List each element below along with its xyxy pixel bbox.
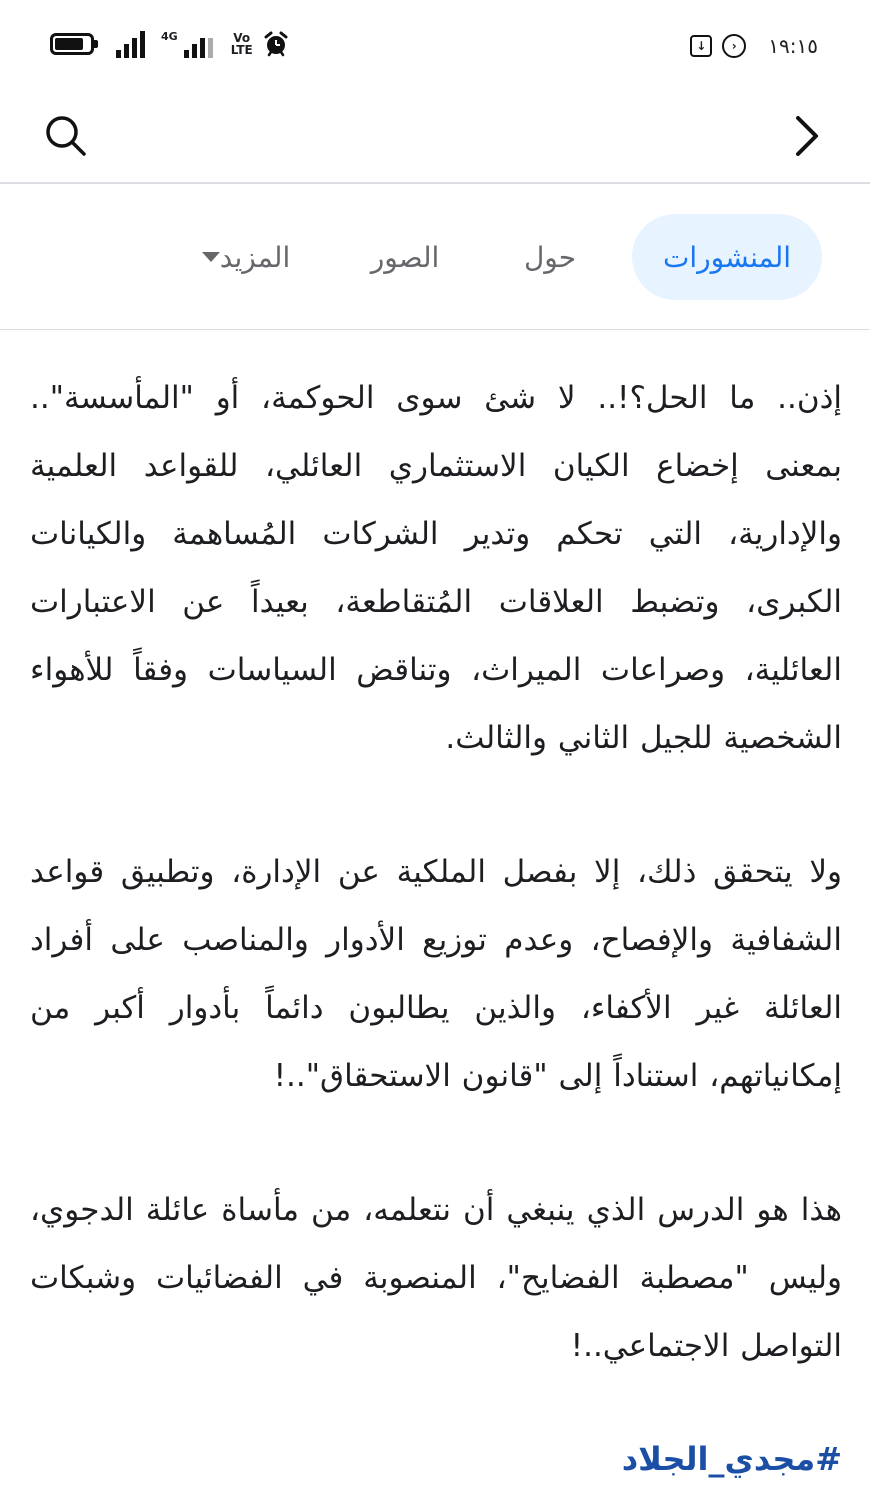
status-bar-right (690, 34, 818, 58)
network-type-label: 4G (161, 29, 178, 43)
status-bar-left (50, 30, 289, 58)
volte-icon: Vo LTE (230, 31, 253, 57)
search-icon (42, 112, 90, 160)
tab-posts-label: المنشورات (662, 240, 792, 274)
post-paragraph: هذا هو الدرس الذي ينبغي أن نتعلمه، من مأساة عائلة الدجوي، وليس "مصطبة الفضايح"، المنصوبة في الفضائيات وشبكات التواصل الاجتماعي..! (30, 1192, 842, 1364)
tab-about[interactable] (500, 214, 600, 300)
tab-photos-label: الصور (370, 240, 440, 274)
search-button[interactable] (38, 108, 94, 164)
post-body (30, 364, 842, 1478)
tab-posts[interactable] (632, 214, 822, 300)
post-paragraph: إذن.. ما الحل؟!.. لا شئ سوى الحوكمة، أو "المأسسة".. بمعنى إخضاع الكيان الاستثماري العائلي، للقواعد العلمية والإدارية، التي تحكم وتدير الشركات المُساهمة والكيانات الكبرى، وتضبط العلاقات المُتقاطعة، بعيداً عن الاعتبارات العائلية، وصراعات الميراث، وتناقض السياسات وفقاً للأهواء الشخصية للجيل الثاني والثالث. (30, 380, 842, 756)
battery-icon (50, 33, 94, 55)
hashtag-link[interactable]: #مجدي_الجلاد (621, 1440, 842, 1478)
alarm-icon (263, 31, 289, 57)
chevron-right-icon (786, 112, 826, 160)
tab-more-label: المزيد (219, 240, 291, 274)
tab-about-label: حول (523, 240, 577, 274)
caret-down-icon (202, 252, 220, 262)
status-time: ١٩:١٥ (768, 34, 818, 58)
back-button[interactable] (778, 108, 834, 164)
tab-photos[interactable] (350, 214, 460, 300)
data-saver-icon: › (722, 34, 746, 58)
signal-icon (116, 30, 145, 58)
tab-more[interactable] (168, 214, 308, 300)
status-bar (0, 0, 870, 100)
profile-tabs (0, 184, 870, 330)
top-nav (0, 100, 870, 184)
download-icon: ↓ (690, 35, 712, 57)
signal-4g-icon (184, 30, 213, 58)
post-paragraph: ولا يتحقق ذلك، إلا بفصل الملكية عن الإدارة، وتطبيق قواعد الشفافية والإفصاح، وعدم توزيع الأدوار والمناصب على أفراد العائلة غير الأكفاء، والذين يطالبون دائماً بأدوار أكبر من إمكانياتهم، استناداً إلى "قانون الاستحقاق"..! (30, 854, 842, 1094)
